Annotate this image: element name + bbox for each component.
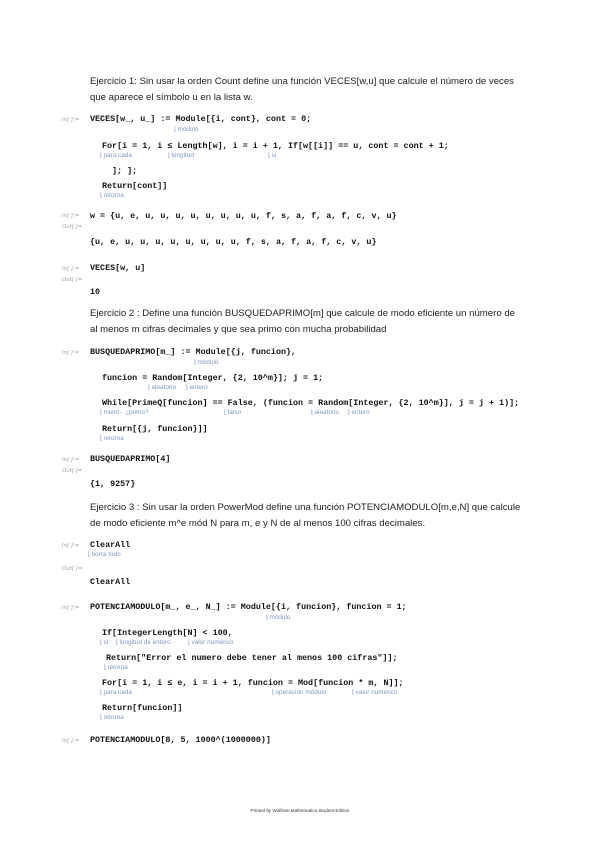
potenciamodulo-call-input[interactable]: POTENCIAMODULO[8, 5, 1000^(1000000)] — [90, 735, 271, 745]
hint-modulo: ⌊ módulo — [266, 613, 290, 621]
hint-para-cada: ⌊ para cada — [100, 688, 132, 696]
cell-in-label: In[ ]:= — [62, 457, 80, 463]
ex2-heading-line1: Ejercicio 2 : Define una función BUSQUEDAPRIMO[m] que calcule de modo eficiente un número de — [90, 308, 516, 319]
veces-definition-line2[interactable]: For[i = 1, i ≤ Length[w], i = i + 1, If[w[[i]] == u, cont = cont + 1; — [102, 141, 449, 151]
hint-operacion-modulo: ⌊ operación módulo — [272, 688, 326, 696]
veces-definition-line3[interactable]: ]; ]; — [112, 166, 138, 176]
hint-mientras-primo: ⌊ mient·· ¿primo? — [100, 408, 149, 416]
potenciamodulo-definition-line5[interactable]: Return[funcion]] — [102, 703, 183, 713]
veces-call-input[interactable]: VECES[w, u] — [90, 263, 146, 273]
cell-in-label: In[ ]:= — [62, 213, 80, 219]
clearall-output: ClearAll — [90, 577, 131, 587]
hint-valor-numerico: ⌊ valor numérico — [352, 688, 397, 696]
ex1-heading-line2: que aparece el símbolo u en la lista w. — [90, 92, 253, 103]
hint-modulo: ⌊ módulo — [174, 125, 198, 133]
hint-longitud: ⌊ longitud — [168, 151, 194, 159]
cell-out-label: Out[ ]= — [62, 277, 83, 283]
cell-in-label: In[ ]:= — [62, 738, 80, 744]
w-assignment-output: {u, e, u, u, u, u, u, u, u, u, f, s, a, f, a, f, c, v, u} — [90, 237, 377, 247]
hint-retorna: ⌊ retorna — [100, 191, 124, 199]
busquedaprimo-call-input[interactable]: BUSQUEDAPRIMO[4] — [90, 454, 171, 464]
busquedaprimo-definition-line4[interactable]: Return[{j, funcion}]] — [102, 424, 208, 434]
hint-longitud-de-entero: ⌊ longitud de entero — [116, 638, 171, 646]
busquedaprimo-definition-line1[interactable]: BUSQUEDAPRIMO[m_] := Module[{j, funcion}, — [90, 347, 297, 357]
cell-in-label: In[ ]:= — [62, 266, 80, 272]
ex2-heading-line2: al menos m cifras decimales y que sea primo con mucha probabilidad — [90, 324, 387, 335]
ex1-heading-line1: Ejercicio 1: Sin usar la orden Count define una función VECES[w,u] que calcule el número de veces — [90, 76, 514, 87]
hint-si: ⌊ si — [100, 638, 108, 646]
cell-out-label: Out[ ]= — [62, 224, 83, 230]
cell-out-label: Out[ ]= — [62, 468, 83, 474]
hint-aleatorio: ⌊ aleatorio — [311, 408, 339, 416]
cell-in-label: In[ ]:= — [62, 543, 80, 549]
veces-definition-line4[interactable]: Return[cont]] — [102, 181, 168, 191]
potenciamodulo-definition-line2[interactable]: If[IntegerLength[N] < 100, — [102, 628, 233, 638]
veces-call-output: 10 — [90, 287, 101, 297]
busquedaprimo-definition-line3[interactable]: While[PrimeQ[funcion] == False, (funcion = Random[Integer, {2, 10^m}], j = j + 1)]; — [102, 398, 520, 408]
print-footer: Printed by Wolfram Mathematica Student Edition — [250, 808, 350, 813]
hint-entero: ⌊ entero — [186, 383, 208, 391]
cell-in-label: In[ ]:= — [62, 605, 80, 611]
w-assignment-input[interactable]: w = {u, e, u, u, u, u, u, u, u, u, f, s, a, f, a, f, c, v, u} — [90, 211, 397, 221]
potenciamodulo-definition-line4[interactable]: For[i = 1, i ≤ e, i = i + 1, funcion = Mod[funcion * m, N]]; — [102, 678, 404, 688]
hint-retorna: ⌊ retorna — [104, 663, 128, 671]
hint-valor-numerico: ⌊ valor numérico — [188, 638, 233, 646]
busquedaprimo-call-output: {1, 9257} — [90, 479, 136, 489]
cell-in-label: In[ ]:= — [62, 117, 80, 123]
hint-para-cada: ⌊ para cada — [100, 151, 132, 159]
hint-falso: ⌊ falso — [224, 408, 241, 416]
cell-out-label: Out[ ]= — [62, 566, 83, 572]
hint-si: ⌊ si — [268, 151, 276, 159]
busquedaprimo-definition-line2[interactable]: funcion = Random[Integer, {2, 10^m}]; j = 1; — [102, 373, 324, 383]
ex3-heading-line1: Ejercicio 3 : Sin usar la orden PowerMod define una función POTENCIAMODULO[m,e,N] que calcule — [90, 502, 521, 513]
potenciamodulo-definition-line1[interactable]: POTENCIAMODULO[m_, e_, N_] := Module[{i, funcion}, funcion = 1; — [90, 602, 407, 612]
hint-modulo: ⌊ módulo — [194, 358, 218, 366]
clearall-input[interactable]: ClearAll — [90, 540, 131, 550]
hint-entero: ⌊ entero — [348, 408, 370, 416]
ex3-heading-line2: de modo eficiente m^e mód N para m, e y N de al menos 100 cifras decimales. — [90, 518, 426, 529]
hint-borra-todo: ⌊ borra todo — [88, 550, 121, 558]
hint-retorna: ⌊ retorna — [100, 434, 124, 442]
hint-retorna: ⌊ retorna — [100, 713, 124, 721]
hint-aleatorio: ⌊ aleatorio — [148, 383, 176, 391]
potenciamodulo-definition-line3[interactable]: Return["Error el numero debe tener al menos 100 cifras"]]; — [106, 653, 398, 663]
veces-definition-line1[interactable]: VECES[w_, u_] := Module[{i, cont}, cont = 0; — [90, 114, 312, 124]
cell-in-label: In[ ]:= — [62, 350, 80, 356]
